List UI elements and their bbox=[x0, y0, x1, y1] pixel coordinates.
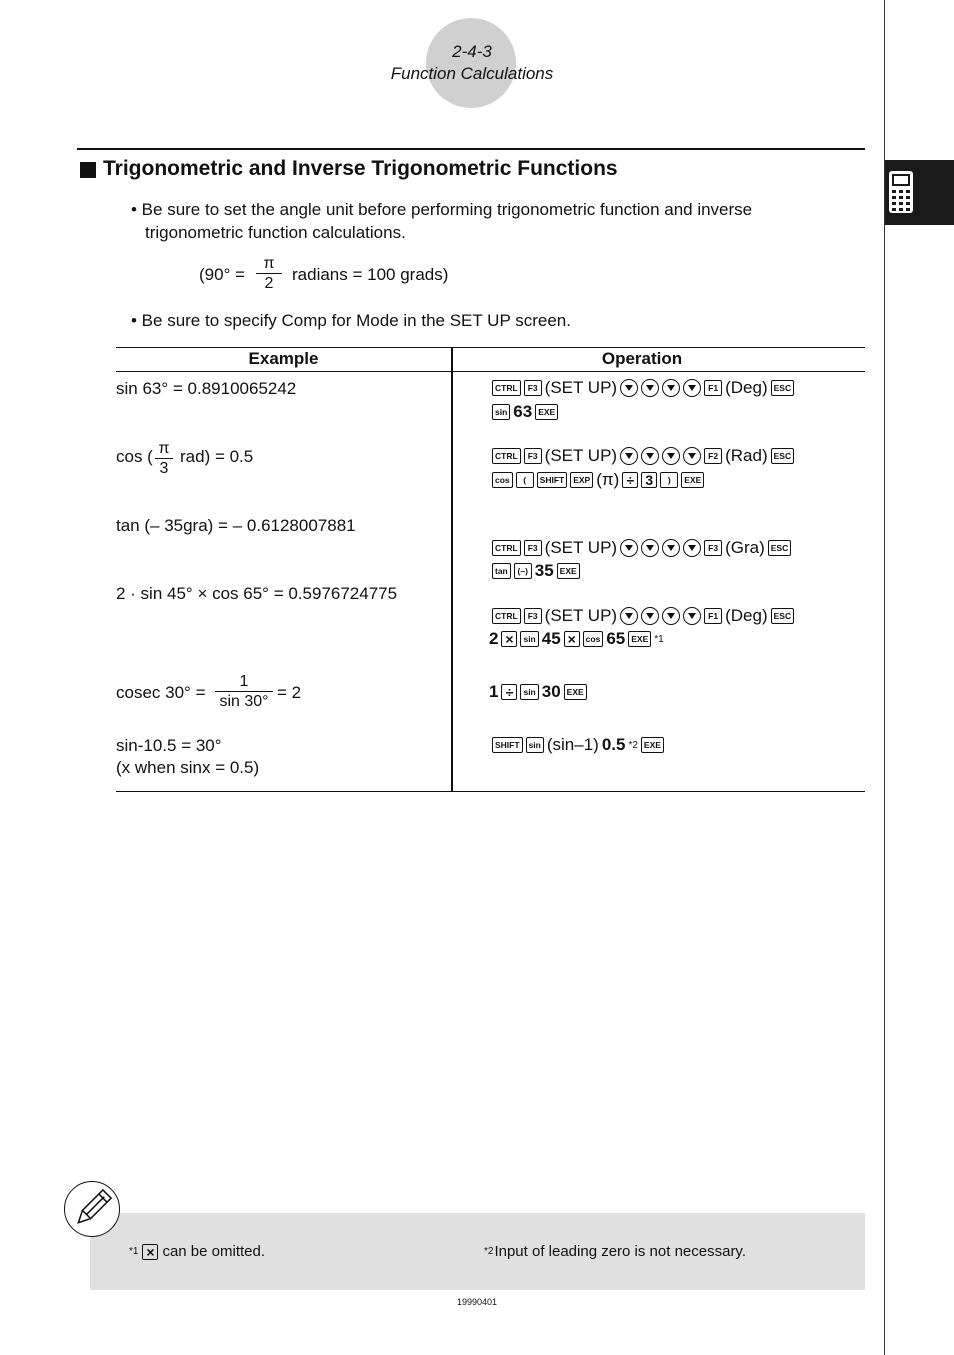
footnote-marker: *2 bbox=[628, 739, 638, 751]
calculator-icon bbox=[888, 170, 914, 214]
table-top-rule bbox=[116, 347, 865, 348]
example-arcsin: sin-10.5 = 30° bbox=[116, 736, 222, 755]
exe-key: EXE bbox=[628, 631, 651, 647]
down-arrow-icon bbox=[662, 379, 680, 397]
operation-line bbox=[492, 735, 664, 755]
operation-line bbox=[489, 629, 664, 649]
down-arrow-icon bbox=[683, 539, 701, 557]
divide-key: ÷ bbox=[501, 684, 517, 700]
operation-line bbox=[492, 378, 794, 398]
mode-label: (Rad) bbox=[725, 446, 768, 465]
down-arrow-icon bbox=[683, 607, 701, 625]
down-arrow-icon bbox=[662, 447, 680, 465]
arcsin-label: (sin–1) bbox=[546, 735, 599, 754]
formula-fraction bbox=[256, 255, 282, 293]
example-sin63: sin 63° = 0.8910065242 bbox=[116, 379, 297, 398]
operation-line bbox=[492, 538, 791, 558]
operation-line bbox=[492, 561, 580, 581]
section-rule bbox=[77, 148, 865, 150]
example-cos-fraction bbox=[155, 440, 173, 478]
down-arrow-icon bbox=[620, 447, 638, 465]
bullet-1: • Be sure to set the angle unit before performing trigonometric function and inverse bbox=[131, 200, 753, 219]
negative-key: (–) bbox=[514, 563, 532, 579]
footnote-2 bbox=[484, 1243, 746, 1260]
multiply-key: × bbox=[564, 631, 580, 647]
page-header-title: Function Calculations bbox=[390, 64, 554, 83]
down-arrow-icon bbox=[662, 607, 680, 625]
input-value: 45 bbox=[541, 629, 561, 648]
esc-key: ESC bbox=[771, 448, 794, 464]
down-arrow-icon bbox=[620, 379, 638, 397]
cos-key: cos bbox=[583, 631, 604, 647]
down-arrow-icon bbox=[620, 539, 638, 557]
down-arrow-icon bbox=[683, 447, 701, 465]
table-header-rule bbox=[116, 371, 865, 372]
footnote-1 bbox=[129, 1243, 265, 1260]
f1-key: F1 bbox=[704, 608, 722, 624]
pencil-icon bbox=[64, 1181, 120, 1237]
fraction-denominator: 3 bbox=[159, 460, 169, 477]
bullet-1-continued: trigonometric function calculations. bbox=[145, 223, 406, 242]
exe-key: EXE bbox=[557, 563, 580, 579]
example-product: 2 · sin 45° × cos 65° = 0.5976724775 bbox=[116, 584, 398, 603]
exe-key: EXE bbox=[681, 472, 704, 488]
formula-numerator: π bbox=[263, 255, 275, 272]
footnote-1-marker: *1 bbox=[129, 1246, 139, 1257]
right-paren-key: ) bbox=[660, 472, 678, 488]
input-value: 0.5 bbox=[601, 735, 626, 754]
f3-key: F3 bbox=[524, 540, 542, 556]
down-arrow-icon bbox=[620, 607, 638, 625]
bullet-2: • Be sure to specify Comp for Mode in the SET UP screen. bbox=[131, 311, 571, 330]
column-header-operation: Operation bbox=[601, 349, 683, 368]
f3-key: F3 bbox=[524, 448, 542, 464]
tan-key: tan bbox=[492, 563, 511, 579]
f3-key: F3 bbox=[704, 540, 722, 556]
footer-code: 19990401 bbox=[456, 1297, 498, 1307]
example-cos-pre: cos ( bbox=[116, 447, 153, 466]
left-paren-key: ( bbox=[516, 472, 534, 488]
ctrl-key: CTRL bbox=[492, 540, 521, 556]
example-cosec-pre: cosec 30° = bbox=[116, 683, 206, 702]
down-arrow-icon bbox=[641, 379, 659, 397]
footnote-1-text: can be omitted. bbox=[162, 1243, 266, 1260]
multiply-key: × bbox=[142, 1244, 158, 1260]
down-arrow-icon bbox=[662, 539, 680, 557]
column-header-example: Example bbox=[248, 349, 319, 368]
esc-key: ESC bbox=[771, 380, 794, 396]
operation-line bbox=[492, 606, 794, 626]
input-value: 63 bbox=[513, 402, 533, 421]
sin-key: sin bbox=[492, 404, 510, 420]
operation-line bbox=[492, 470, 704, 490]
formula-denominator: 2 bbox=[264, 275, 274, 292]
input-value: 1 bbox=[489, 682, 499, 701]
input-value: 30 bbox=[541, 682, 561, 701]
mode-label: (Deg) bbox=[725, 606, 768, 625]
sin-key: sin bbox=[520, 684, 538, 700]
down-arrow-icon bbox=[641, 607, 659, 625]
f2-key: F2 bbox=[704, 448, 722, 464]
table-column-divider bbox=[451, 347, 453, 791]
exe-key: EXE bbox=[641, 737, 664, 753]
footnote-marker: *1 bbox=[654, 633, 664, 645]
example-tan: tan (– 35gra) = – 0.6128007881 bbox=[116, 516, 356, 535]
down-arrow-icon bbox=[641, 447, 659, 465]
setup-label: (SET UP) bbox=[544, 378, 618, 397]
setup-label: (SET UP) bbox=[544, 606, 618, 625]
cos-key: cos bbox=[492, 472, 513, 488]
operation-line bbox=[492, 446, 794, 466]
example-arcsin-note: (x when sinx = 0.5) bbox=[116, 758, 260, 777]
example-cos-post: rad) = 0.5 bbox=[180, 447, 254, 466]
page-number: 2-4-3 bbox=[452, 42, 492, 61]
section-title: Trigonometric and Inverse Trigonometric Functions bbox=[103, 157, 618, 180]
operation-line bbox=[492, 402, 558, 422]
setup-label: (SET UP) bbox=[544, 538, 618, 557]
example-cosec-fraction bbox=[215, 673, 273, 711]
fraction-denominator: sin 30° bbox=[219, 693, 269, 710]
exe-key: EXE bbox=[564, 684, 587, 700]
section-square-icon bbox=[80, 162, 96, 178]
mode-label: (Gra) bbox=[725, 538, 765, 557]
operation-line bbox=[489, 682, 587, 702]
f3-key: F3 bbox=[524, 608, 542, 624]
mode-label: (Deg) bbox=[725, 378, 768, 397]
three-key: 3 bbox=[641, 472, 657, 488]
setup-label: (SET UP) bbox=[544, 446, 618, 465]
sin-key: sin bbox=[526, 737, 544, 753]
example-cosec-post: = 2 bbox=[277, 683, 302, 702]
shift-key: SHIFT bbox=[492, 737, 523, 753]
esc-key: ESC bbox=[771, 608, 794, 624]
header-circle bbox=[426, 18, 516, 108]
f3-key: F3 bbox=[524, 380, 542, 396]
ctrl-key: CTRL bbox=[492, 380, 521, 396]
multiply-key: × bbox=[501, 631, 517, 647]
input-value: 2 bbox=[489, 629, 499, 648]
table-bottom-rule bbox=[116, 791, 865, 792]
fraction-numerator: π bbox=[158, 440, 170, 457]
down-arrow-icon bbox=[641, 539, 659, 557]
formula-right: radians = 100 grads) bbox=[292, 265, 449, 284]
f1-key: F1 bbox=[704, 380, 722, 396]
formula-left: (90° = bbox=[199, 265, 246, 284]
fraction-numerator: 1 bbox=[239, 673, 249, 690]
divide-key: ÷ bbox=[622, 472, 638, 488]
footnote-2-marker: *2 bbox=[484, 1246, 494, 1257]
esc-key: ESC bbox=[768, 540, 791, 556]
ctrl-key: CTRL bbox=[492, 608, 521, 624]
down-arrow-icon bbox=[683, 379, 701, 397]
exp-key: EXP bbox=[570, 472, 593, 488]
footnote-2-text: Input of leading zero is not necessary. bbox=[494, 1243, 746, 1260]
pi-label: (π) bbox=[596, 470, 620, 489]
sin-key: sin bbox=[520, 631, 538, 647]
exe-key: EXE bbox=[535, 404, 558, 420]
ctrl-key: CTRL bbox=[492, 448, 521, 464]
input-value: 35 bbox=[534, 561, 554, 580]
input-value: 65 bbox=[606, 629, 626, 648]
shift-key: SHIFT bbox=[537, 472, 568, 488]
